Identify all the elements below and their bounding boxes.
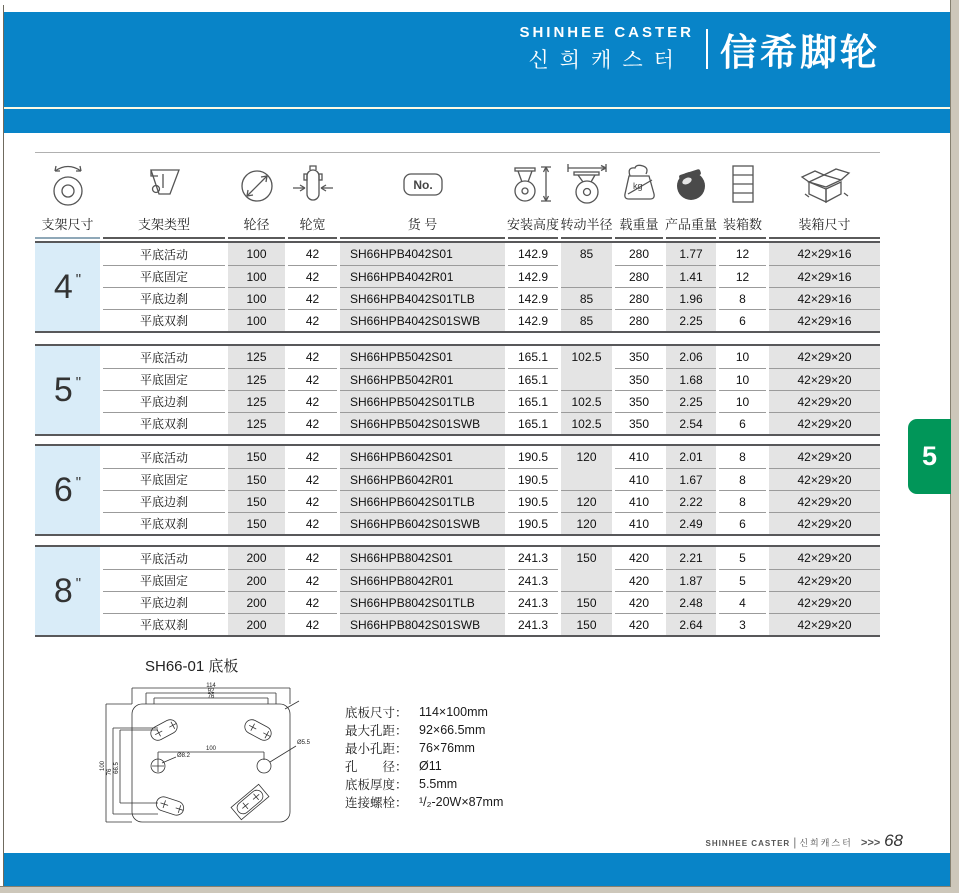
footer-divider: | [793,835,797,849]
spec-line-max-hole: 最大孔距： 92×66.5mm [345,723,486,738]
spec-cell: 8 [719,490,766,512]
spec-cell: 150 [561,547,612,569]
spec-cell: 102.5 [561,346,612,368]
spec-cell: 2.21 [666,547,716,569]
spec-cell: 410 [628,450,650,464]
spec-cell: 100 [228,309,285,331]
spec-cell: 5 [719,569,766,591]
column-header-product-weight: 产品重量 [666,157,716,239]
spec-cell: 241.3 [508,569,558,591]
size-group-5-inch [35,344,880,436]
spec-line-hole-dia: 孔 径： Ø11 [345,759,442,774]
product-weight-icon [668,157,714,214]
item-code-cell: SH66HPB5042S01TLB [340,390,505,412]
inch-mark: " [75,574,82,592]
spec-cell: 165.1 [517,350,549,364]
spec-cell: 2.48 [666,591,716,613]
item-code-cell: SH66HPB5042S01 [340,346,505,368]
spec-cell: 平底固定 [103,569,225,591]
header-subband [4,109,950,133]
bracket-size-number: 6 [53,470,73,509]
spec-cell: 42×29×16 [769,309,880,331]
wheel-width-icon [290,157,336,214]
spec-cell: 85 [561,287,612,309]
spec-cell: 42 [288,591,337,613]
spec-cell: 42×29×20 [769,412,880,434]
spec-cell: 150 [228,490,285,512]
spec-cell: 42×29×20 [769,468,880,490]
section-tab [908,419,951,494]
spec-cell: 6 [719,309,766,331]
spec-cell: 42 [288,412,337,434]
spec-cell: 42×29×16 [769,243,880,265]
spec-cell: 190.5 [508,468,558,490]
bracket-size-cell [35,346,100,434]
column-header-item-no: No. 货 号 [340,157,505,239]
spec-cell: 42 [288,368,337,390]
spec-cell: 350 [615,368,663,390]
spec-cell: 200 [228,591,285,613]
page-edge-left [3,5,4,887]
svg-text:100: 100 [205,746,217,752]
spec-cell: 42×29×20 [769,446,880,468]
spec-cell: 280 [615,287,663,309]
spec-line-min-hole: 最小孔距： 76×76mm [345,741,475,756]
footer-band [4,853,950,886]
spec-cell: 150 [228,468,285,490]
svg-text:66.5: 66.5 [114,762,120,774]
spec-cell: 平底边刹 [103,490,225,512]
item-code-cell: SH66HPB8042R01 [340,569,505,591]
item-code-cell: SH66HPB6042R01 [340,468,505,490]
spec-cell: 平底双刹 [103,512,225,534]
spec-cell: 10 [735,350,750,364]
spec-cell: 4 [719,591,766,613]
spec-cell: 280 [615,265,663,287]
spec-cell: 241.3 [508,591,558,613]
spec-cell [561,569,612,591]
item-code-cell: SH66HPB5042R01 [340,368,505,390]
spec-cell: 2.25 [666,390,716,412]
spec-cell: 142.9 [517,247,549,261]
spec-cell: 1.96 [666,287,716,309]
spec-cell: 8 [719,287,766,309]
footer-brand-kr: 신희캐스터 [799,838,853,848]
spec-cell: 150 [228,512,285,534]
spec-cell: 42×29×20 [769,591,880,613]
plate-specs [345,703,503,811]
spec-cell: 42 [288,490,337,512]
spec-cell: 42 [305,350,320,364]
inch-mark: " [75,270,82,288]
plate-drawing [92,680,327,838]
turning-radius-icon [564,157,610,214]
spec-cell: 42 [288,613,337,635]
spec-cell: 165.1 [508,412,558,434]
carton-qty-icon [720,157,766,214]
spec-cell: 142.9 [508,265,558,287]
spec-cell: 42 [288,265,337,287]
svg-text:76: 76 [207,693,215,700]
svg-text:92: 92 [207,688,215,695]
spec-cell: 平底活动 [139,450,188,465]
svg-text:Ø8.2: Ø8.2 [177,753,191,759]
bracket-size-number: 4 [53,267,73,306]
column-header-wheel-width: 轮宽 [288,157,337,239]
column-header-load-capacity: kg 载重量 [615,157,663,239]
spec-cell [561,368,612,390]
item-code-cell: SH66HPB6042S01SWB [340,512,505,534]
svg-text:100: 100 [100,760,106,772]
page-number: 68 [884,831,903,850]
spec-cell: 12 [719,265,766,287]
spec-line-thickness: 底板厚度： 5.5mm [345,777,458,792]
spec-line-plate-size: 底板尺寸： 114×100mm [345,705,488,720]
spec-cell: 142.9 [508,309,558,331]
bracket-size-number: 8 [53,571,73,610]
footer-brand-en: SHINHEE CASTER [705,839,791,848]
column-header-bracket-type: 支架类型 [103,157,225,239]
column-header-bracket-size: 支架尺寸 [35,157,100,239]
spec-cell: 2.01 [666,446,716,468]
spec-cell: 平底固定 [103,265,225,287]
column-header-turning-radius: 转动半径 [561,157,612,239]
spec-cell: 2.22 [666,490,716,512]
spec-table-header [35,152,880,239]
spec-cell: 2.06 [666,346,716,368]
spec-cell: 42×29×20 [769,346,880,368]
inch-mark: " [75,473,82,491]
spec-cell: 150 [561,613,612,635]
spec-cell: 42 [288,309,337,331]
brand-logo [519,22,880,76]
spec-cell: 42 [305,450,320,464]
spec-cell: 120 [561,446,612,468]
spec-cell: 42×29×20 [769,368,880,390]
spec-cell: 410 [615,468,663,490]
spec-cell: 241.3 [508,613,558,635]
spec-cell: 42×29×20 [769,613,880,635]
spec-cell: 10 [719,368,766,390]
spec-cell: 平底活动 [139,247,188,262]
logo-divider [706,29,708,69]
inch-mark: " [75,373,82,391]
spec-cell: 190.5 [517,450,549,464]
spec-cell: 350 [628,350,650,364]
spec-cell: 42×29×20 [769,490,880,512]
spec-cell: 平底固定 [103,368,225,390]
size-group-4-inch [35,241,880,333]
brand-name-kr: 신희캐스터 [528,49,685,72]
load-capacity-icon [616,157,662,214]
brand-logo-left [519,24,694,74]
spec-cell: 142.9 [508,287,558,309]
spec-cell: 420 [615,591,663,613]
spec-cell: 1.87 [666,569,716,591]
spec-cell: 125 [228,368,285,390]
spec-cell: 410 [615,490,663,512]
spec-cell: 42 [288,512,337,534]
spec-cell: 平底活动 [139,551,188,566]
spec-cell: 6 [719,512,766,534]
spec-cell: 3 [719,613,766,635]
column-header-mount-height: 安装高度 [508,157,558,239]
spec-cell: 102.5 [561,390,612,412]
column-header-wheel-diameter: 轮径 [228,157,285,239]
spec-cell [561,468,612,490]
spec-cell: 平底固定 [103,468,225,490]
spec-line-bolt: 连接螺栓： ¹/₂-20W×87mm [345,795,504,810]
spec-cell: 1.77 [666,243,716,265]
spec-cell: 2.25 [666,309,716,331]
spec-cell: 42 [288,287,337,309]
spec-cell: 平底双刹 [103,412,225,434]
spec-cell: 42×29×20 [769,569,880,591]
spec-cell: 平底双刹 [103,613,225,635]
mount-height-icon [510,157,556,214]
section-tab-number: 5 [921,441,938,471]
spec-cell: 125 [228,390,285,412]
item-code-cell: SH66HPB4042S01SWB [340,309,505,331]
spec-cell: 102.5 [561,412,612,434]
spec-cell: 241.3 [517,551,549,565]
bracket-size-cell [35,243,100,331]
spec-cell: 280 [628,247,650,261]
spec-cell: 42×29×20 [769,547,880,569]
spec-cell: 42×29×16 [769,265,880,287]
bracket-size-cell [35,446,100,534]
item-code-cell: SH66HPB8042S01 [340,547,505,569]
spec-cell: 100 [228,265,285,287]
item-no-icon [399,157,447,214]
spec-cell: 200 [228,613,285,635]
spec-cell: 10 [719,390,766,412]
spec-cell: 2.49 [666,512,716,534]
spec-cell: 42×29×20 [769,512,880,534]
item-code-cell: SH66HPB8042S01SWB [340,613,505,635]
spec-cell: 2.54 [666,412,716,434]
item-code-cell: SH66HPB5042S01SWB [340,412,505,434]
svg-text:No.: No. [412,177,433,192]
item-code-cell: SH66HPB6042S01TLB [340,490,505,512]
column-header-carton-qty: 装箱数 [719,157,766,239]
spec-cell: 平底双刹 [103,309,225,331]
svg-text:114: 114 [206,683,216,689]
spec-cell: 42×29×20 [769,390,880,412]
spec-cell: 平底边刹 [103,390,225,412]
footer-arrows: >>> [860,837,881,849]
bracket-size-number: 5 [53,370,73,409]
item-code-cell: SH66HPB6042S01 [340,446,505,468]
spec-cell: 5 [739,551,746,565]
svg-text:76: 76 [107,768,113,776]
svg-text:Ø5.5: Ø5.5 [297,740,311,746]
spec-cell: 150 [228,446,285,468]
bracket-size-cell [35,547,100,635]
spec-cell: 120 [561,512,612,534]
item-code-cell: SH66HPB4042S01 [340,243,505,265]
carton-size-icon [797,157,853,214]
wheel-diameter-icon [234,157,280,214]
brand-name-cn: 信希脚轮 [720,32,880,73]
spec-cell: 200 [228,547,285,569]
spec-cell: 平底边刹 [103,591,225,613]
spec-cell: 8 [739,450,746,464]
spec-cell: 280 [615,309,663,331]
bracket-type-icon [141,157,187,214]
spec-cell: 420 [628,551,650,565]
spec-cell: 42 [288,390,337,412]
plate-title: SH66-01 底板 [145,658,239,675]
item-code-cell: SH66HPB4042S01TLB [340,287,505,309]
spec-cell: 平底边刹 [103,287,225,309]
spec-cell: 85 [561,309,612,331]
brand-name-en: SHINHEE CASTER [519,24,694,41]
spec-cell: 42 [288,569,337,591]
spec-cell: 85 [561,243,612,265]
spec-cell: 165.1 [508,390,558,412]
spec-cell: 1.68 [666,368,716,390]
page-edge-right-strip [951,0,959,893]
spec-cell: 150 [561,591,612,613]
page-edge-bottom-strip [0,887,959,893]
spec-cell: 350 [615,390,663,412]
spec-cell: 200 [228,569,285,591]
column-header-carton-size: 装箱尺寸 [769,157,880,239]
spec-cell: 420 [615,613,663,635]
size-group-8-inch [35,545,880,637]
size-group-6-inch [35,444,880,536]
spec-cell: 42 [305,551,320,565]
swivel-size-icon [45,157,91,214]
spec-cell [561,265,612,287]
spec-cell: 平底活动 [139,350,188,365]
spec-cell: 165.1 [508,368,558,390]
spec-cell: 1.67 [666,468,716,490]
spec-cell: 100 [228,287,285,309]
spec-cell: 125 [228,346,285,368]
spec-cell: 410 [615,512,663,534]
spec-cell: 8 [719,468,766,490]
spec-cell: 120 [561,490,612,512]
item-code-cell: SH66HPB8042S01TLB [340,591,505,613]
item-code-cell: SH66HPB4042R01 [340,265,505,287]
spec-cell: 42 [305,247,320,261]
spec-cell: 350 [615,412,663,434]
spec-cell: 42×29×16 [769,287,880,309]
spec-cell: 190.5 [508,490,558,512]
spec-cell: 1.41 [666,265,716,287]
svg-text:kg: kg [633,180,643,191]
spec-cell: 125 [228,412,285,434]
spec-cell: 42 [288,468,337,490]
spec-cell: 100 [228,243,285,265]
spec-cell: 12 [735,247,750,261]
spec-cell: 420 [615,569,663,591]
spec-cell: 190.5 [508,512,558,534]
spec-cell: 6 [719,412,766,434]
page-footer [706,831,904,851]
spec-cell: 2.64 [666,613,716,635]
